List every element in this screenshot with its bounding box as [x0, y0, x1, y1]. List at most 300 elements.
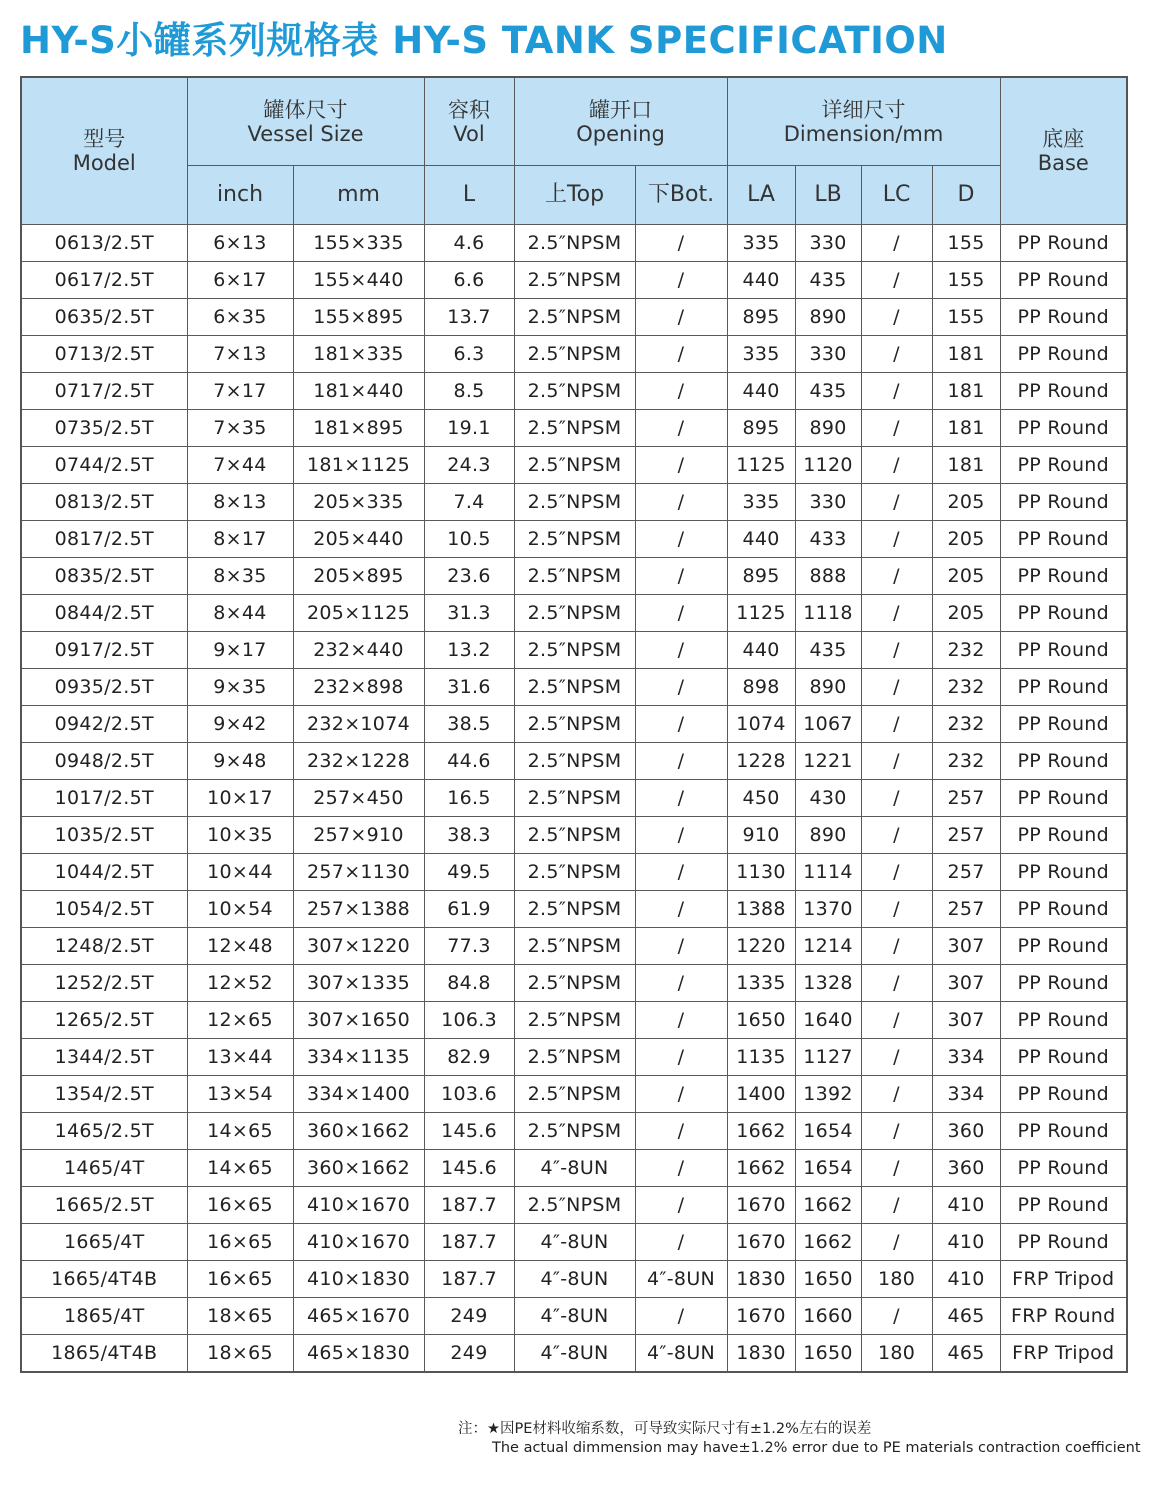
cell-mm: 307×1650	[293, 1002, 424, 1039]
cell-d: 334	[932, 1039, 1000, 1076]
cell-lc: /	[861, 521, 932, 558]
cell-model: 0835/2.5T	[21, 558, 187, 595]
cell-model: 0917/2.5T	[21, 632, 187, 669]
cell-base: PP Round	[1000, 965, 1127, 1002]
cell-lb: 1640	[795, 1002, 861, 1039]
cell-vol: 13.7	[424, 299, 514, 336]
cell-vol: 187.7	[424, 1187, 514, 1224]
cell-d: 181	[932, 336, 1000, 373]
cell-d: 307	[932, 928, 1000, 965]
cell-base: PP Round	[1000, 336, 1127, 373]
cell-opening-top: 2.5″NPSM	[514, 373, 635, 410]
header-base-cn: 底座	[1042, 127, 1085, 151]
cell-inch: 13×54	[187, 1076, 293, 1113]
cell-opening-bot: /	[635, 669, 727, 706]
cell-opening-top: 2.5″NPSM	[514, 706, 635, 743]
cell-vol: 13.2	[424, 632, 514, 669]
cell-mm: 334×1135	[293, 1039, 424, 1076]
cell-opening-bot: 4″-8UN	[635, 1335, 727, 1373]
cell-opening-top: 2.5″NPSM	[514, 336, 635, 373]
cell-lc: /	[861, 780, 932, 817]
cell-lc: /	[861, 1224, 932, 1261]
cell-vol: 8.5	[424, 373, 514, 410]
cell-d: 465	[932, 1298, 1000, 1335]
table-row	[21, 928, 1127, 965]
cell-lb: 890	[795, 817, 861, 854]
header-vessel-en: Vessel Size	[247, 121, 364, 146]
cell-model: 0635/2.5T	[21, 299, 187, 336]
cell-inch: 6×35	[187, 299, 293, 336]
cell-opening-bot: /	[635, 299, 727, 336]
cell-inch: 9×48	[187, 743, 293, 780]
subheader-d: D	[932, 166, 1000, 225]
table-row	[21, 1002, 1127, 1039]
cell-base: PP Round	[1000, 299, 1127, 336]
cell-model: 1054/2.5T	[21, 891, 187, 928]
cell-lc: /	[861, 558, 932, 595]
cell-base: PP Round	[1000, 447, 1127, 484]
cell-vol: 16.5	[424, 780, 514, 817]
table-row	[21, 1335, 1127, 1373]
cell-la: 440	[727, 262, 795, 299]
cell-model: 1252/2.5T	[21, 965, 187, 1002]
cell-model: 1035/2.5T	[21, 817, 187, 854]
cell-model: 1665/2.5T	[21, 1187, 187, 1224]
cell-vol: 103.6	[424, 1076, 514, 1113]
cell-opening-bot: /	[635, 928, 727, 965]
cell-model: 0935/2.5T	[21, 669, 187, 706]
cell-lb: 1392	[795, 1076, 861, 1113]
cell-base: PP Round	[1000, 1113, 1127, 1150]
cell-d: 181	[932, 447, 1000, 484]
cell-inch: 8×17	[187, 521, 293, 558]
cell-inch: 10×54	[187, 891, 293, 928]
cell-la: 1830	[727, 1261, 795, 1298]
cell-base: PP Round	[1000, 484, 1127, 521]
cell-mm: 155×335	[293, 225, 424, 262]
cell-opening-top: 2.5″NPSM	[514, 743, 635, 780]
cell-model: 1248/2.5T	[21, 928, 187, 965]
cell-model: 0717/2.5T	[21, 373, 187, 410]
cell-opening-bot: /	[635, 632, 727, 669]
cell-lc: 180	[861, 1335, 932, 1373]
cell-la: 910	[727, 817, 795, 854]
cell-base: PP Round	[1000, 891, 1127, 928]
cell-model: 0617/2.5T	[21, 262, 187, 299]
cell-inch: 7×35	[187, 410, 293, 447]
cell-base: PP Round	[1000, 928, 1127, 965]
header-vol	[424, 77, 514, 166]
cell-mm: 257×1388	[293, 891, 424, 928]
cell-la: 1662	[727, 1150, 795, 1187]
cell-opening-top: 2.5″NPSM	[514, 632, 635, 669]
cell-vol: 187.7	[424, 1261, 514, 1298]
cell-opening-bot: /	[635, 1298, 727, 1335]
cell-inch: 9×17	[187, 632, 293, 669]
cell-mm: 205×1125	[293, 595, 424, 632]
cell-opening-bot: /	[635, 780, 727, 817]
cell-opening-bot: /	[635, 558, 727, 595]
cell-inch: 18×65	[187, 1335, 293, 1373]
cell-lc: /	[861, 484, 932, 521]
cell-lc: /	[861, 1039, 932, 1076]
cell-inch: 10×35	[187, 817, 293, 854]
cell-la: 898	[727, 669, 795, 706]
spec-table	[20, 76, 1128, 1373]
cell-la: 895	[727, 410, 795, 447]
cell-lb: 1221	[795, 743, 861, 780]
cell-mm: 360×1662	[293, 1113, 424, 1150]
cell-lb: 1370	[795, 891, 861, 928]
footnote-en: The actual dimmension may have±1.2% error due to PE materials contraction coefficient	[492, 1440, 1141, 1456]
cell-vol: 77.3	[424, 928, 514, 965]
cell-vol: 44.6	[424, 743, 514, 780]
table-row	[21, 373, 1127, 410]
cell-opening-bot: /	[635, 373, 727, 410]
cell-mm: 410×1830	[293, 1261, 424, 1298]
cell-la: 1074	[727, 706, 795, 743]
cell-inch: 6×13	[187, 225, 293, 262]
header-dim-en: Dimension/mm	[783, 121, 944, 146]
cell-model: 1017/2.5T	[21, 780, 187, 817]
cell-d: 410	[932, 1187, 1000, 1224]
cell-opening-bot: /	[635, 743, 727, 780]
cell-lb: 1114	[795, 854, 861, 891]
cell-lc: /	[861, 854, 932, 891]
header-model-en: Model	[72, 151, 136, 175]
cell-base: PP Round	[1000, 743, 1127, 780]
cell-opening-top: 2.5″NPSM	[514, 669, 635, 706]
cell-vol: 6.6	[424, 262, 514, 299]
cell-opening-top: 2.5″NPSM	[514, 595, 635, 632]
cell-lc: /	[861, 225, 932, 262]
cell-vol: 31.3	[424, 595, 514, 632]
cell-opening-bot: /	[635, 484, 727, 521]
cell-lb: 435	[795, 373, 861, 410]
cell-lb: 435	[795, 632, 861, 669]
cell-la: 895	[727, 299, 795, 336]
table-row	[21, 1113, 1127, 1150]
cell-opening-bot: /	[635, 1113, 727, 1150]
cell-lb: 1662	[795, 1187, 861, 1224]
cell-d: 205	[932, 595, 1000, 632]
subheader-top: 上Top	[514, 166, 635, 225]
cell-la: 1125	[727, 595, 795, 632]
cell-inch: 16×65	[187, 1187, 293, 1224]
cell-la: 1400	[727, 1076, 795, 1113]
cell-opening-bot: /	[635, 1039, 727, 1076]
cell-mm: 257×1130	[293, 854, 424, 891]
table-row	[21, 299, 1127, 336]
header-vessel-size	[187, 77, 424, 166]
cell-lb: 1662	[795, 1224, 861, 1261]
cell-inch: 9×35	[187, 669, 293, 706]
cell-opening-top: 4″-8UN	[514, 1150, 635, 1187]
cell-opening-top: 2.5″NPSM	[514, 1039, 635, 1076]
cell-opening-top: 2.5″NPSM	[514, 262, 635, 299]
cell-lc: /	[861, 632, 932, 669]
cell-inch: 13×44	[187, 1039, 293, 1076]
cell-opening-top: 2.5″NPSM	[514, 410, 635, 447]
cell-base: FRP Tripod	[1000, 1261, 1127, 1298]
cell-vol: 84.8	[424, 965, 514, 1002]
cell-vol: 10.5	[424, 521, 514, 558]
cell-vol: 4.6	[424, 225, 514, 262]
cell-base: PP Round	[1000, 373, 1127, 410]
cell-lb: 1654	[795, 1113, 861, 1150]
cell-la: 335	[727, 225, 795, 262]
header-opening-en: Opening	[576, 121, 665, 146]
cell-la: 335	[727, 336, 795, 373]
cell-lc: /	[861, 410, 932, 447]
cell-opening-top: 4″-8UN	[514, 1261, 635, 1298]
cell-lc: /	[861, 1187, 932, 1224]
cell-lb: 1120	[795, 447, 861, 484]
cell-lc: /	[861, 262, 932, 299]
cell-base: PP Round	[1000, 854, 1127, 891]
cell-opening-top: 4″-8UN	[514, 1335, 635, 1373]
cell-lc: /	[861, 595, 932, 632]
cell-lc: /	[861, 669, 932, 706]
subheader-mm: mm	[293, 166, 424, 225]
table-row	[21, 669, 1127, 706]
cell-opening-top: 2.5″NPSM	[514, 817, 635, 854]
cell-vol: 145.6	[424, 1150, 514, 1187]
header-vol-cn: 容积	[448, 97, 491, 122]
cell-opening-bot: /	[635, 965, 727, 1002]
cell-mm: 155×895	[293, 299, 424, 336]
cell-lb: 1328	[795, 965, 861, 1002]
cell-mm: 465×1670	[293, 1298, 424, 1335]
cell-mm: 257×450	[293, 780, 424, 817]
cell-d: 205	[932, 521, 1000, 558]
cell-d: 334	[932, 1076, 1000, 1113]
cell-la: 440	[727, 373, 795, 410]
cell-mm: 181×335	[293, 336, 424, 373]
table-row	[21, 632, 1127, 669]
subheader-la: LA	[727, 166, 795, 225]
cell-mm: 410×1670	[293, 1187, 424, 1224]
subheader-lc: LC	[861, 166, 932, 225]
cell-vol: 82.9	[424, 1039, 514, 1076]
cell-opening-top: 2.5″NPSM	[514, 780, 635, 817]
cell-la: 1670	[727, 1298, 795, 1335]
cell-base: FRP Tripod	[1000, 1335, 1127, 1373]
cell-model: 0713/2.5T	[21, 336, 187, 373]
cell-base: PP Round	[1000, 669, 1127, 706]
cell-la: 1670	[727, 1187, 795, 1224]
cell-model: 1265/2.5T	[21, 1002, 187, 1039]
cell-la: 1388	[727, 891, 795, 928]
cell-d: 205	[932, 558, 1000, 595]
cell-vol: 24.3	[424, 447, 514, 484]
cell-model: 1344/2.5T	[21, 1039, 187, 1076]
table-row	[21, 854, 1127, 891]
cell-la: 1335	[727, 965, 795, 1002]
cell-mm: 205×895	[293, 558, 424, 595]
cell-opening-top: 2.5″NPSM	[514, 299, 635, 336]
cell-mm: 360×1662	[293, 1150, 424, 1187]
cell-opening-bot: /	[635, 410, 727, 447]
cell-base: PP Round	[1000, 1002, 1127, 1039]
cell-opening-top: 2.5″NPSM	[514, 558, 635, 595]
cell-la: 1650	[727, 1002, 795, 1039]
cell-d: 360	[932, 1113, 1000, 1150]
cell-opening-bot: /	[635, 336, 727, 373]
cell-model: 1665/4T	[21, 1224, 187, 1261]
cell-opening-bot: /	[635, 817, 727, 854]
cell-opening-top: 2.5″NPSM	[514, 1187, 635, 1224]
cell-base: PP Round	[1000, 632, 1127, 669]
cell-lc: /	[861, 373, 932, 410]
cell-inch: 9×42	[187, 706, 293, 743]
cell-opening-top: 2.5″NPSM	[514, 484, 635, 521]
header-opening-cn: 罐开口	[589, 97, 653, 122]
cell-inch: 18×65	[187, 1298, 293, 1335]
header-vessel-cn: 罐体尺寸	[263, 97, 348, 122]
table-row	[21, 521, 1127, 558]
cell-la: 335	[727, 484, 795, 521]
cell-opening-bot: /	[635, 447, 727, 484]
cell-inch: 12×52	[187, 965, 293, 1002]
cell-mm: 307×1335	[293, 965, 424, 1002]
cell-opening-bot: /	[635, 1076, 727, 1113]
cell-vol: 187.7	[424, 1224, 514, 1261]
cell-la: 1125	[727, 447, 795, 484]
cell-mm: 307×1220	[293, 928, 424, 965]
header-model-cn: 型号	[83, 127, 126, 151]
cell-lb: 1067	[795, 706, 861, 743]
cell-d: 205	[932, 484, 1000, 521]
cell-mm: 181×1125	[293, 447, 424, 484]
footnote-cn: 注：★因PE材料收缩系数，可导致实际尺寸有±1.2%左右的误差	[458, 1421, 872, 1437]
cell-lb: 433	[795, 521, 861, 558]
cell-model: 1465/2.5T	[21, 1113, 187, 1150]
cell-la: 1135	[727, 1039, 795, 1076]
subheader-l: L	[424, 166, 514, 225]
cell-mm: 232×898	[293, 669, 424, 706]
cell-model: 1354/2.5T	[21, 1076, 187, 1113]
cell-lb: 435	[795, 262, 861, 299]
cell-d: 307	[932, 965, 1000, 1002]
table-row	[21, 1298, 1127, 1335]
cell-lb: 330	[795, 484, 861, 521]
cell-d: 410	[932, 1261, 1000, 1298]
cell-opening-bot: /	[635, 595, 727, 632]
cell-inch: 14×65	[187, 1150, 293, 1187]
cell-base: PP Round	[1000, 706, 1127, 743]
cell-inch: 16×65	[187, 1224, 293, 1261]
cell-lb: 890	[795, 669, 861, 706]
cell-d: 232	[932, 632, 1000, 669]
cell-d: 360	[932, 1150, 1000, 1187]
cell-base: PP Round	[1000, 558, 1127, 595]
table-row	[21, 780, 1127, 817]
cell-opening-bot: /	[635, 891, 727, 928]
cell-opening-top: 2.5″NPSM	[514, 447, 635, 484]
table-row	[21, 1076, 1127, 1113]
cell-la: 1228	[727, 743, 795, 780]
cell-base: PP Round	[1000, 1224, 1127, 1261]
cell-mm: 465×1830	[293, 1335, 424, 1373]
header-dim-cn: 详细尺寸	[821, 97, 906, 122]
cell-model: 0948/2.5T	[21, 743, 187, 780]
cell-la: 895	[727, 558, 795, 595]
cell-d: 410	[932, 1224, 1000, 1261]
cell-base: PP Round	[1000, 595, 1127, 632]
cell-mm: 232×1228	[293, 743, 424, 780]
cell-opening-top: 2.5″NPSM	[514, 521, 635, 558]
subheader-lb: LB	[795, 166, 861, 225]
cell-lc: /	[861, 817, 932, 854]
cell-mm: 232×440	[293, 632, 424, 669]
cell-lc: 180	[861, 1261, 932, 1298]
cell-opening-bot: /	[635, 1224, 727, 1261]
cell-opening-top: 2.5″NPSM	[514, 1002, 635, 1039]
cell-vol: 249	[424, 1335, 514, 1373]
cell-inch: 10×17	[187, 780, 293, 817]
cell-inch: 8×35	[187, 558, 293, 595]
cell-opening-top: 2.5″NPSM	[514, 225, 635, 262]
cell-lb: 330	[795, 225, 861, 262]
cell-opening-top: 2.5″NPSM	[514, 1076, 635, 1113]
cell-opening-bot: /	[635, 225, 727, 262]
table-row	[21, 484, 1127, 521]
cell-d: 257	[932, 817, 1000, 854]
cell-lc: /	[861, 1150, 932, 1187]
cell-opening-top: 2.5″NPSM	[514, 854, 635, 891]
table-row	[21, 891, 1127, 928]
cell-mm: 155×440	[293, 262, 424, 299]
table-row	[21, 817, 1127, 854]
cell-vol: 31.6	[424, 669, 514, 706]
cell-mm: 257×910	[293, 817, 424, 854]
header-base	[1000, 77, 1127, 225]
cell-opening-top: 2.5″NPSM	[514, 891, 635, 928]
cell-inch: 10×44	[187, 854, 293, 891]
table-row	[21, 706, 1127, 743]
cell-inch: 8×13	[187, 484, 293, 521]
cell-lb: 890	[795, 299, 861, 336]
cell-mm: 205×335	[293, 484, 424, 521]
cell-vol: 49.5	[424, 854, 514, 891]
cell-la: 450	[727, 780, 795, 817]
cell-opening-top: 4″-8UN	[514, 1224, 635, 1261]
table-row	[21, 410, 1127, 447]
cell-model: 0942/2.5T	[21, 706, 187, 743]
cell-lc: /	[861, 706, 932, 743]
cell-d: 232	[932, 743, 1000, 780]
table-row	[21, 225, 1127, 262]
cell-opening-bot: /	[635, 262, 727, 299]
cell-opening-bot: /	[635, 521, 727, 558]
cell-d: 181	[932, 373, 1000, 410]
cell-d: 307	[932, 1002, 1000, 1039]
cell-vol: 6.3	[424, 336, 514, 373]
cell-opening-top: 2.5″NPSM	[514, 928, 635, 965]
cell-model: 0813/2.5T	[21, 484, 187, 521]
cell-model: 1865/4T	[21, 1298, 187, 1335]
cell-lc: /	[861, 1076, 932, 1113]
cell-model: 0744/2.5T	[21, 447, 187, 484]
cell-lc: /	[861, 928, 932, 965]
cell-la: 1220	[727, 928, 795, 965]
cell-lb: 330	[795, 336, 861, 373]
cell-model: 1044/2.5T	[21, 854, 187, 891]
table-row	[21, 1224, 1127, 1261]
cell-opening-bot: /	[635, 1187, 727, 1224]
cell-lc: /	[861, 336, 932, 373]
